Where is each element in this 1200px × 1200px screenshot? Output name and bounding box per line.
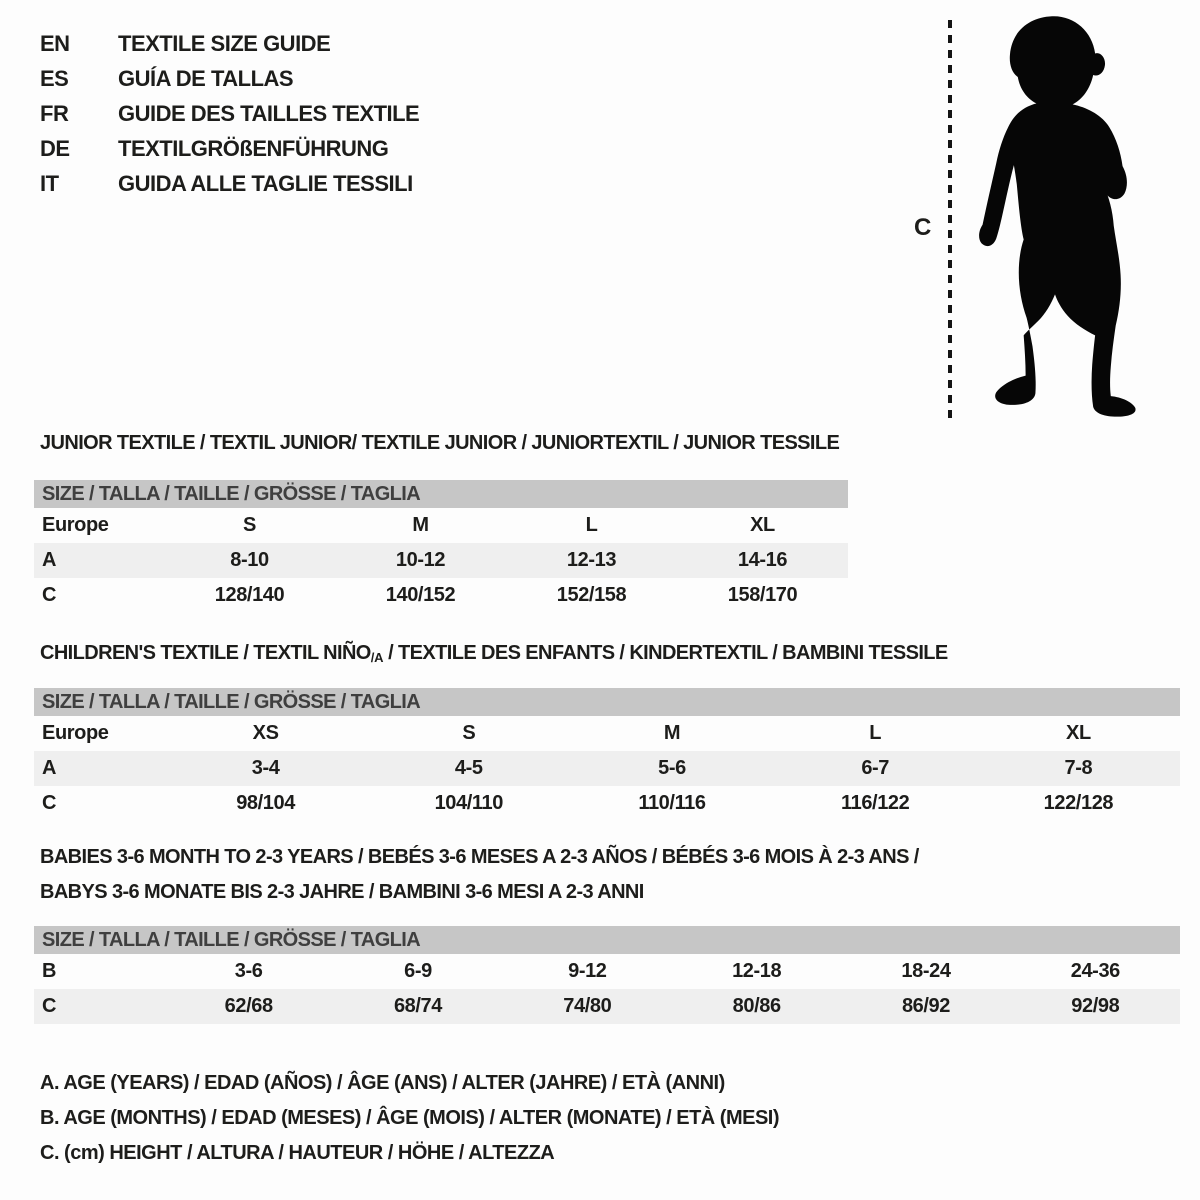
table-cell: 128/140: [214, 584, 285, 606]
table-cell: 24-36: [1070, 960, 1120, 982]
table-cell: S: [243, 514, 256, 536]
language-code: ES: [40, 66, 69, 91]
height-dashed-line: [948, 20, 952, 418]
table-cell: 4-5: [454, 757, 483, 779]
language-title: TEXTILGRÖßENFÜHRUNG: [118, 136, 389, 161]
table-cell: M: [663, 722, 681, 744]
table-cell: 6-9: [404, 960, 432, 982]
table-cell: 7-8: [1064, 757, 1093, 779]
language-row: [40, 26, 419, 61]
table-cell: 5-6: [658, 757, 686, 779]
table-cell: 18-24: [901, 960, 951, 982]
table-cell: S: [462, 722, 476, 744]
row-label: B: [42, 960, 57, 982]
children-section-heading: [40, 642, 948, 665]
measurement-legend: [40, 1066, 779, 1171]
row-label: C: [42, 995, 57, 1017]
language-row: [40, 96, 419, 131]
language-row: [40, 61, 419, 96]
table-cell: XL: [750, 514, 775, 536]
table-cell: 122/128: [1043, 792, 1114, 814]
table-row: [34, 954, 1180, 989]
legend-line-a: A. AGE (YEARS) / EDAD (AÑOS) / ÂGE (ANS) / ALTER (JAHRE) / ETÀ (ANNI): [40, 1072, 725, 1094]
language-code: IT: [40, 171, 59, 196]
children-size-table: [34, 688, 1180, 821]
language-title: TEXTILE SIZE GUIDE: [118, 31, 331, 56]
language-title: GUIDA ALLE TAGLIE TESSILI: [118, 171, 413, 196]
table-cell: M: [412, 514, 429, 536]
table-cell: 98/104: [236, 792, 295, 814]
table-row: [34, 786, 1180, 821]
size-band-header: SIZE / TALLA / TAILLE / GRÖSSE / TAGLIA: [34, 926, 1180, 954]
row-label: Europe: [42, 514, 109, 536]
language-title: GUÍA DE TALLAS: [118, 66, 294, 91]
table-cell: 140/152: [385, 584, 456, 606]
table-row: [34, 716, 1180, 751]
language-code: DE: [40, 136, 70, 161]
junior-section-heading: JUNIOR TEXTILE / TEXTIL JUNIOR/ TEXTILE JUNIOR / JUNIORTEXTIL / JUNIOR TESSILE: [40, 432, 840, 454]
table-row: [34, 578, 848, 613]
junior-size-table: [34, 480, 848, 613]
language-title: GUIDE DES TAILLES TEXTILE: [118, 101, 420, 126]
table-cell: L: [585, 514, 598, 536]
language-code: EN: [40, 31, 70, 56]
babies-section-heading-line2: BABYS 3-6 MONATE BIS 2-3 JAHRE / BAMBINI 3-6 MESI A 2-3 ANNI: [40, 881, 644, 903]
table-cell: 104/110: [434, 792, 503, 814]
toddler-silhouette-icon: [962, 10, 1148, 422]
table-cell: XL: [1066, 722, 1091, 744]
table-cell: 9-12: [568, 960, 607, 982]
children-heading-sub: /A: [370, 650, 384, 665]
legend-line-b: B. AGE (MONTHS) / EDAD (MESES) / ÂGE (MOIS) / ALTER (MONATE) / ETÀ (MESI): [40, 1107, 780, 1129]
language-list: [40, 26, 419, 201]
row-label: A: [42, 757, 57, 779]
table-cell: 92/98: [1071, 995, 1120, 1017]
table-row: [34, 508, 848, 543]
height-measure-label: C: [914, 214, 932, 241]
table-cell: 86/92: [901, 995, 951, 1017]
table-cell: 3-6: [234, 960, 263, 982]
table-cell: 12-18: [732, 960, 782, 982]
babies-section-heading-line1: BABIES 3-6 MONTH TO 2-3 YEARS / BEBÉS 3-6 MESES A 2-3 AÑOS / BÉBÉS 3-6 MOIS À 2-3 ANS /: [40, 846, 919, 868]
table-cell: 152/158: [556, 584, 627, 606]
table-cell: 80/86: [732, 995, 781, 1017]
table-cell: 10-12: [395, 549, 446, 571]
table-cell: 12-13: [566, 549, 617, 571]
language-row: [40, 166, 419, 201]
size-band-header: SIZE / TALLA / TAILLE / GRÖSSE / TAGLIA: [34, 480, 848, 508]
row-label: C: [42, 792, 57, 814]
row-label: A: [42, 549, 57, 571]
table-cell: 14-16: [737, 549, 788, 571]
row-label: C: [42, 584, 57, 606]
legend-line-c: C. (cm) HEIGHT / ALTURA / HAUTEUR / HÖHE / ALTEZZA: [40, 1142, 555, 1164]
table-cell: 3-4: [251, 757, 280, 779]
size-band-header: SIZE / TALLA / TAILLE / GRÖSSE / TAGLIA: [34, 688, 1180, 716]
table-cell: 110/116: [638, 792, 706, 814]
table-cell: 68/74: [393, 995, 443, 1017]
table-cell: L: [869, 722, 882, 744]
table-cell: 62/68: [224, 995, 273, 1017]
table-cell: 74/80: [563, 995, 612, 1017]
language-code: FR: [40, 101, 69, 126]
table-row: [34, 751, 1180, 786]
table-row: [34, 989, 1180, 1024]
table-cell: 158/170: [727, 584, 798, 606]
children-heading-text: CHILDREN'S TEXTILE / TEXTIL NIÑO: [40, 642, 371, 664]
table-cell: XS: [252, 722, 279, 744]
table-row: [34, 543, 848, 578]
table-cell: 6-7: [861, 757, 890, 779]
table-cell: 8-10: [230, 549, 269, 571]
language-row: [40, 131, 419, 166]
table-cell: 116/122: [840, 792, 910, 814]
row-label: Europe: [42, 722, 109, 744]
babies-size-table: [34, 926, 1180, 1024]
children-heading-text: / TEXTILE DES ENFANTS / KINDERTEXTIL / BAMBINI TESSILE: [383, 642, 948, 664]
